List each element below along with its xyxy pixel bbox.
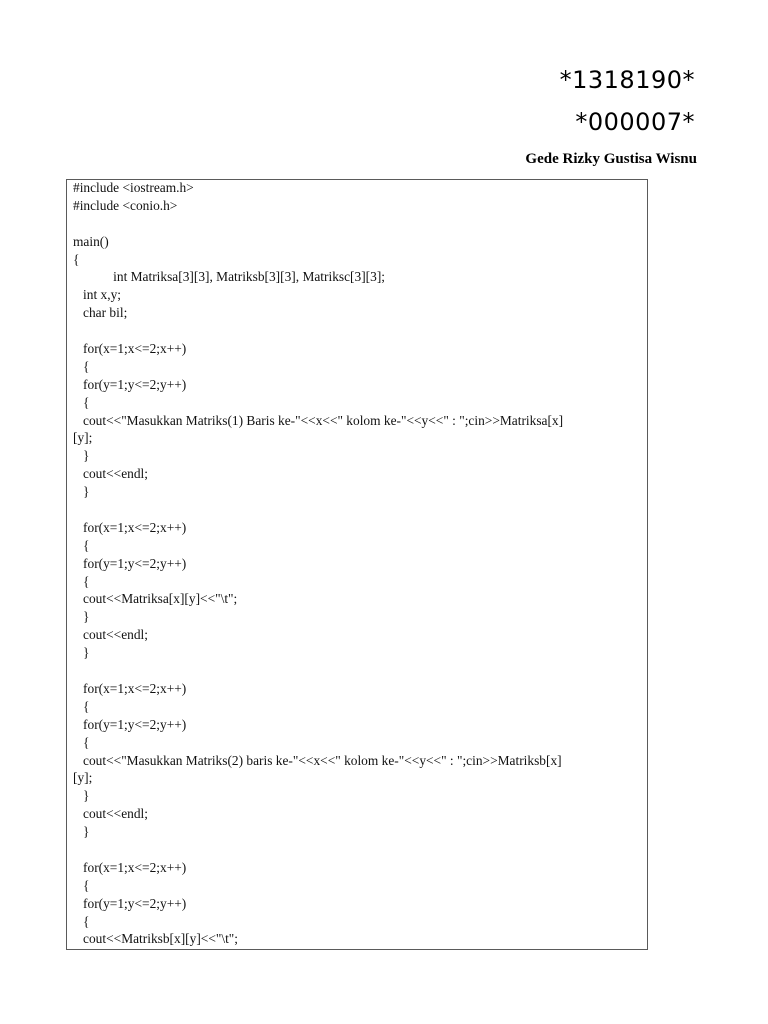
code-line: cout<<endl; xyxy=(73,806,148,822)
code-line: { xyxy=(73,913,90,929)
code-line: cout<<"Masukkan Matriks(1) Baris ke-"<<x<<" kolom ke-"<<y<<" : ";cin>>Matriksa[x] xyxy=(73,412,564,428)
code-line: } xyxy=(73,645,90,661)
code-line: { xyxy=(73,251,80,267)
code-line: #include <iostream.h> xyxy=(73,180,194,195)
code-line: for(x=1;x<=2;x++) xyxy=(73,859,187,875)
code-line: main() xyxy=(73,233,109,249)
code-line xyxy=(73,322,643,340)
code-line: cout<<Matriksb[x][y]<<"\t"; xyxy=(73,931,238,947)
code-line: int x,y; xyxy=(73,287,121,303)
code-line: } xyxy=(73,788,90,804)
code-line: cout<<"Masukkan Matriks(2) baris ke-"<<x<<" kolom ke-"<<y<<" : ";cin>>Matriksb[x] xyxy=(73,752,562,768)
code-line: for(x=1;x<=2;x++) xyxy=(73,341,187,357)
code-line: } xyxy=(73,448,90,464)
code-line: { xyxy=(73,537,90,553)
code-line: { xyxy=(73,877,90,893)
code-line: for(y=1;y<=2;y++) xyxy=(73,376,187,392)
code-line: cout<<Matriksa[x][y]<<"\t"; xyxy=(73,591,238,607)
code-line xyxy=(73,501,643,519)
code-line: cout<<endl; xyxy=(73,466,148,482)
code-line: } xyxy=(73,484,90,500)
code-line: for(y=1;y<=2;y++) xyxy=(73,895,187,911)
code-line: for(y=1;y<=2;y++) xyxy=(73,555,187,571)
code-line: { xyxy=(73,358,90,374)
code-line: int Matriksa[3][3], Matriksb[3][3], Matriksc[3][3]; xyxy=(73,269,385,285)
code-line: [y]; xyxy=(73,770,93,786)
barcode-text-1: *1318190* xyxy=(559,66,695,94)
code-line: char bil; xyxy=(73,305,128,321)
code-line: { xyxy=(73,394,90,410)
code-line: for(x=1;x<=2;x++) xyxy=(73,680,187,696)
code-line: cout<<endl; xyxy=(73,627,148,643)
code-box xyxy=(66,179,648,950)
author-name: Gede Rizky Gustisa Wisnu xyxy=(525,151,697,167)
code-line: } xyxy=(73,824,90,840)
code-line: for(y=1;y<=2;y++) xyxy=(73,716,187,732)
code-line xyxy=(73,662,643,680)
code-line xyxy=(73,841,643,859)
code-line xyxy=(73,215,643,233)
code-line: { xyxy=(73,698,90,714)
code-line: { xyxy=(73,573,90,589)
code-listing xyxy=(73,179,643,948)
code-line: } xyxy=(73,609,90,625)
barcode-text-2: *000007* xyxy=(575,108,695,136)
code-line: { xyxy=(73,734,90,750)
code-line: for(x=1;x<=2;x++) xyxy=(73,519,187,535)
code-line: #include <conio.h> xyxy=(73,197,178,213)
code-line: [y]; xyxy=(73,430,93,446)
